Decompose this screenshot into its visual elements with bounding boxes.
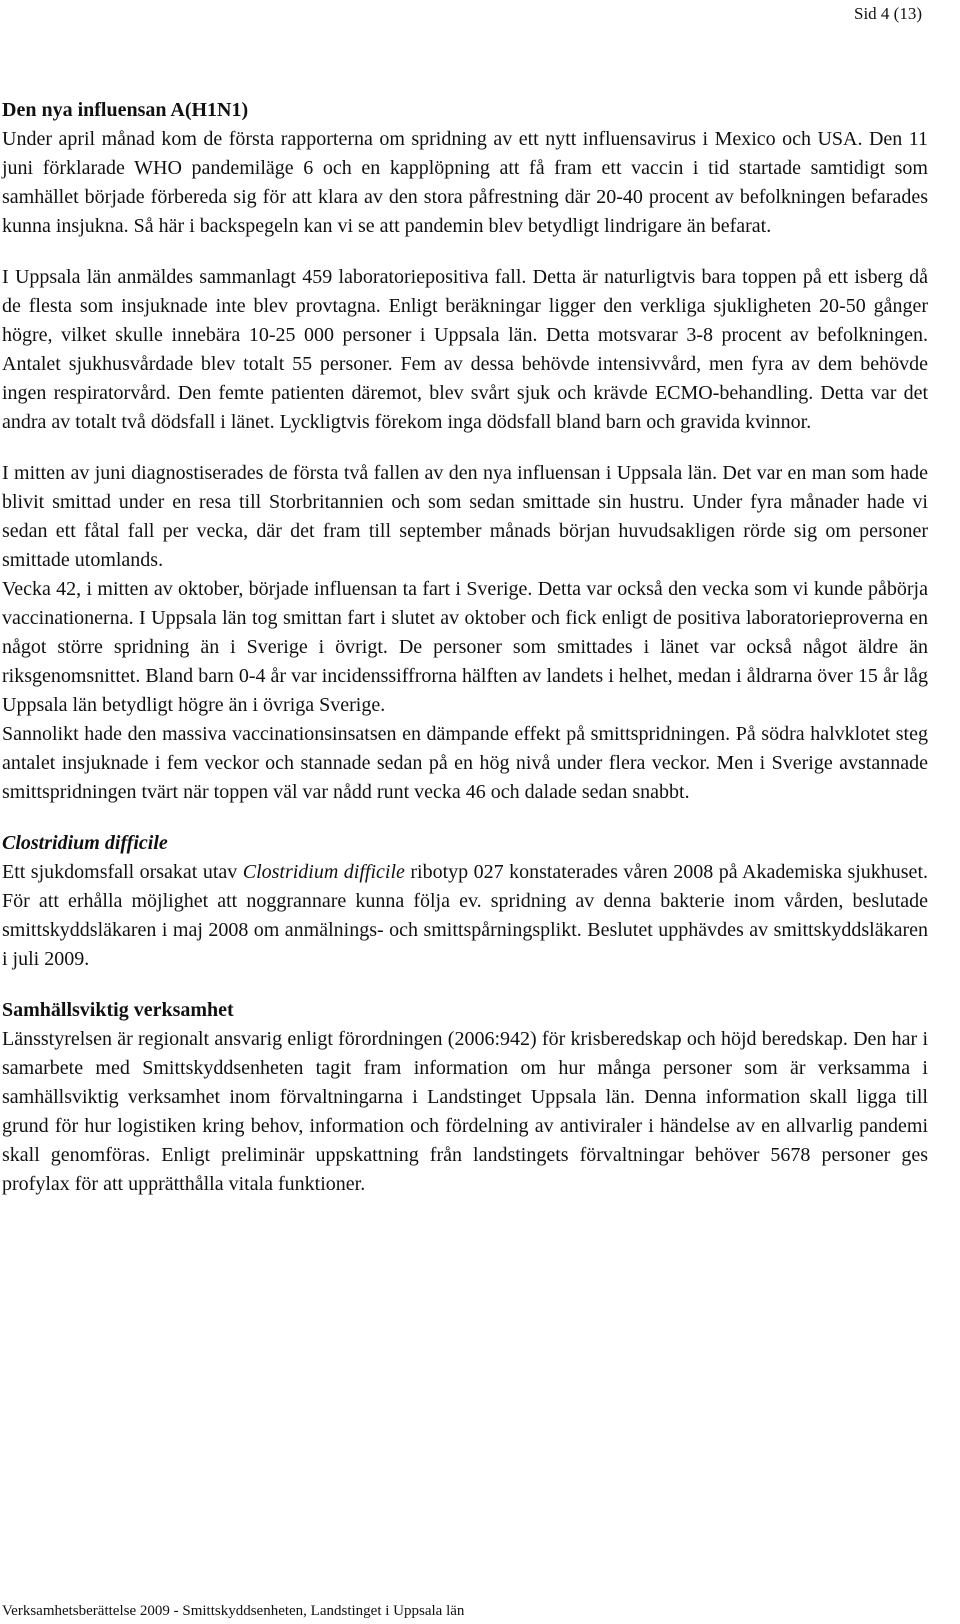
- paragraph-gap: [2, 241, 928, 263]
- paragraph-gap: [2, 437, 928, 459]
- paragraph-influenza-first-cases: I mitten av juni diagnostiserades de första två fallen av den nya influensan i Uppsala län. Det var en man som hade blivit smittad under en resa till Storbritannien och som sedan smittade sin hustru. Under fyra månader hade vi sedan ett fåtal fall per vecka, där det fram till september månads början huvudsakligen rörde sig om personer smittade utomlands.: [2, 462, 928, 571]
- clostridium-species-name: Clostridium difficile: [242, 861, 405, 883]
- paragraph-influenza-week42: Vecka 42, i mitten av oktober, började influensan ta fart i Sverige. Detta var också den vecka som vi kunde påbörja vaccinationerna. I Uppsala län tog smittan fart i slutet av oktober och fick enligt de positiva laboratorieproverna en något större spridning än i Sverige i övrigt. De personer som smittades i länet var också något äldre än riksgenomsnittet. Bland barn 0-4 år var incidenssiffrorna hälften av landets i helhet, medan i åldrarna över 15 år låg Uppsala län betydligt högre än i övriga Sverige.: [2, 578, 928, 716]
- page-footer: Verksamhetsberättelse 2009 - Smittskyddsenheten, Landstinget i Uppsala län: [2, 1603, 465, 1619]
- paragraph-gap: [2, 807, 928, 829]
- page-number: Sid 4 (13): [854, 4, 922, 23]
- paragraph-societal: Länsstyrelsen är regionalt ansvarig enligt förordningen (2006:942) för krisberedskap och höjd beredskap. Den har i samarbete med Smittskyddsenheten tagit fram information om hur många personer som är verksamma i samhällsviktig verksamhet inom förvaltningarna i Landstinget Uppsala län. Denna information skall ligga till grund för hur logistiken kring behov, information och fördelning av antiviraler i händelse av en allvarlig pandemi skall genomföras. Enligt preliminär uppskattning från landstingets förvaltningar behöver 5678 personer ges profylax för att upprätthålla vitala funktioner.: [2, 1028, 928, 1195]
- section-title-societal: Samhällsviktig verksamhet: [2, 999, 234, 1021]
- paragraph-influenza-intro: Under april månad kom de första rapporterna om spridning av ett nytt influensavirus i Mexico och USA. Den 11 juni förklarade WHO pandemiläge 6 och en kapplöpning att få fram ett vaccin i tid startade samtidigt som samhället började förbereda sig för att klara av den stora påfrestning där 20-40 procent av befolkningen befarades kunna insjukna. Så här i backspegeln kan vi se att pandemin blev betydligt lindrigare än befarat.: [2, 128, 928, 237]
- clostridium-text-start: Ett sjukdomsfall orsakat utav: [2, 861, 243, 883]
- clostridium-text-end: ribotyp 027 konstaterades våren 2008 på Akademiska sjukhuset. För att erhålla möjlighet att noggrannare kunna följa ev. spridning av denna bakterie inom vården, beslutade smittskyddsläkaren i maj 2008 om anmälnings- och smittspårningsplikt. Beslutet upphävdes av smittskyddsläkaren i juli 2009.: [2, 861, 928, 970]
- section-title-influenza: Den nya influensan A(H1N1): [2, 99, 249, 121]
- section-title-clostridium: Clostridium difficile: [2, 832, 168, 854]
- document-body: [2, 96, 928, 1199]
- paragraph-influenza-uppsala-cases: I Uppsala län anmäldes sammanlagt 459 laboratoriepositiva fall. Detta är naturligtvis bara toppen på ett isberg då de flesta som insjuknade inte blev provtagna. Enligt beräkningar ligger den verkliga sjukligheten 20-50 gånger högre, vilket skulle innebära 10-25 000 personer i Uppsala län. Detta motsvarar 3-8 procent av befolkningen. Antalet sjukhusvårdade blev totalt 55 personer. Fem av dessa behövde intensivvård, men fyra av dem behövde ingen respiratorvård. Den femte patienten däremot, blev svårt sjuk och krävde ECMO-behandling. Detta var det andra av totalt två dödsfall i länet. Lyckligtvis förekom inga dödsfall bland barn och gravida kvinnor.: [2, 266, 928, 433]
- paragraph-gap: [2, 974, 928, 996]
- paragraph-clostridium: [2, 858, 928, 974]
- paragraph-influenza-vaccination: Sannolikt hade den massiva vaccinationsinsatsen en dämpande effekt på smittspridningen. På södra halvklotet steg antalet insjuknade i fem veckor och stannade sedan på en hög nivå under flera veckor. Men i Sverige avstannade smittspridningen tvärt när toppen väl var nådd runt vecka 46 och dalade sedan snabbt.: [2, 723, 928, 803]
